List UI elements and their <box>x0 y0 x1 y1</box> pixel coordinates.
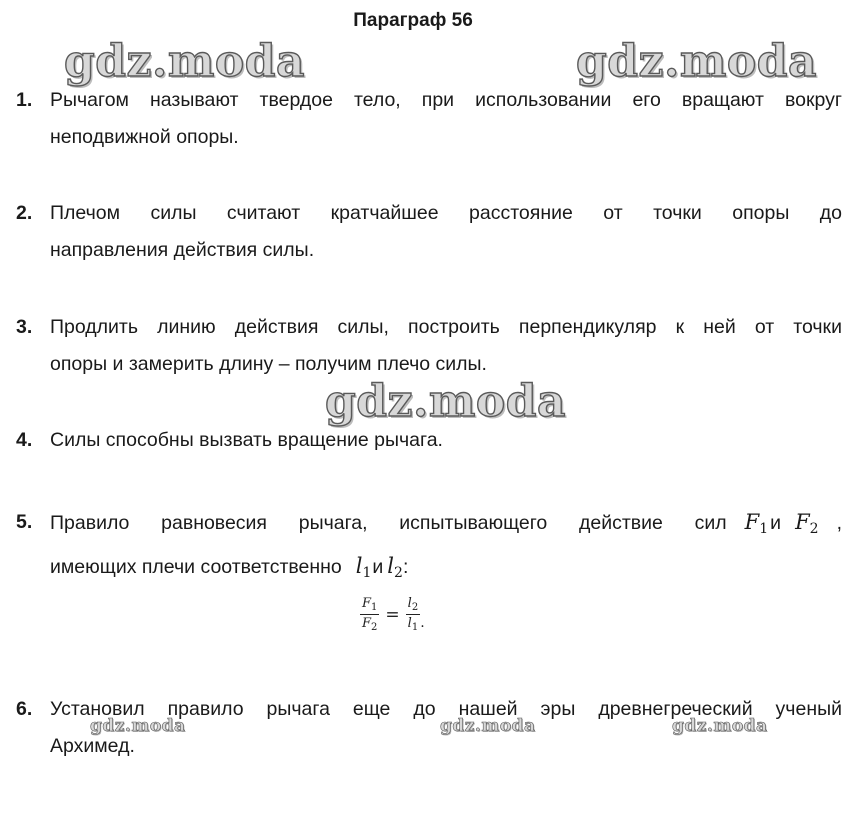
comma: , <box>836 512 842 534</box>
arm-l2: $l_2$ <box>387 554 403 581</box>
item-text-line: опоры и замерить длину – получим плечо силы. <box>50 353 487 375</box>
item-number: 4. <box>16 429 33 451</box>
formula-period: . <box>420 615 425 631</box>
item-text-line: неподвижной опоры. <box>50 126 239 148</box>
page-title: Параграф 56 <box>353 10 473 31</box>
watermark-logo: gdz.moda <box>90 716 186 736</box>
watermark-logo: gdz.moda <box>440 716 536 736</box>
lever-balance-formula <box>360 596 425 633</box>
item-number: 2. <box>16 202 33 224</box>
item-text-line <box>50 548 408 592</box>
item-number: 5. <box>16 511 33 533</box>
and-word: и <box>770 512 782 534</box>
item-text-line: Силы способны вызвать вращение рычага. <box>50 429 443 451</box>
item-text-line: Плечом силы считают кратчайшее расстояние от точки опоры до <box>50 202 842 224</box>
item-text-line <box>50 504 842 548</box>
arms-text: имеющих плечи соответственно <box>50 556 342 578</box>
force-ratio-fraction: $\frac{F_1}{F_2}$ <box>362 596 378 633</box>
watermark-logo: gdz.moda <box>576 36 818 87</box>
item-text-line: Рычагом называют твердое тело, при использовании его вращают вокруг <box>50 89 842 111</box>
force-f1: $F_1$ <box>744 510 769 537</box>
watermark-logo: gdz.moda <box>64 36 306 87</box>
watermark-logo: gdz.moda <box>325 376 567 427</box>
item-text-line: Архимед. <box>50 735 135 757</box>
colon: : <box>402 556 409 578</box>
equals-sign: = <box>385 604 400 625</box>
force-f2: $F_2$ <box>795 510 819 537</box>
arm-l1: $l_1$ <box>355 554 372 581</box>
item-text-line: Продлить линию действия силы, построить перпендикуляр к ней от точки <box>50 316 842 338</box>
watermark-logo: gdz.moda <box>672 716 768 736</box>
item-number: 6. <box>16 698 33 720</box>
item-text-line: направления действия силы. <box>50 239 315 261</box>
item-number: 3. <box>16 316 33 338</box>
and-word: и <box>372 556 384 578</box>
arm-ratio-fraction: $\frac{l_2}{l_1}$ <box>407 596 419 633</box>
item-number: 1. <box>16 89 33 111</box>
rule-text: Правило равновесия рычага, испытывающего действие сил <box>50 512 727 534</box>
item-text-line: Установил правило рычага еще до нашей эры древнегреческий ученый <box>50 698 842 720</box>
